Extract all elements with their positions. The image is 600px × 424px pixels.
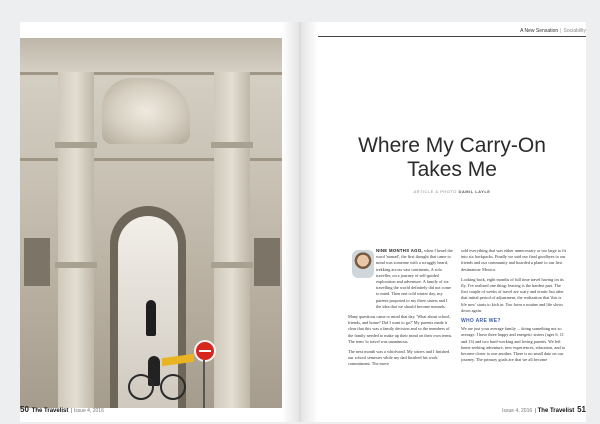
header-rule bbox=[318, 36, 586, 37]
left-footer: 50 The Travelist | Issue 4, 2016 bbox=[20, 405, 104, 414]
running-head: A New Sensation | Sociability bbox=[520, 28, 586, 34]
bicycle-wheel bbox=[128, 374, 154, 400]
paragraph-text: when I heard the word 'nomad', the first thought that came to mind was someone with a scraggly beard, trekking across vast continents. A solo traveller, on a journey of self-guided exploration and adventure. A family of six travelling the world definitely did not come to mind. Then one cold winter day, my parents proposed to my three sisters and I the idea that we should become nomads. bbox=[376, 248, 453, 309]
lion-relief bbox=[102, 78, 190, 144]
no-entry-sign bbox=[194, 340, 216, 362]
right-footer: Issue 4, 2016 | The Travelist 51 bbox=[502, 405, 586, 414]
photo-pillar bbox=[214, 72, 250, 408]
page-number: 50 bbox=[20, 405, 29, 414]
byline bbox=[318, 189, 586, 194]
paragraph: sold everything that was either unnecessary or too large to fit into six backpacks. Finally we said our final goodbyes to our friends and our community and boarded a plane to our first destination: Mexico. bbox=[461, 248, 566, 272]
left-page bbox=[20, 22, 282, 422]
byline-label: ARTICLE & PHOTO bbox=[413, 189, 457, 194]
bicycle-wheel bbox=[160, 374, 186, 400]
subheading: WHO ARE WE? bbox=[461, 318, 501, 325]
spine-gutter bbox=[282, 22, 318, 422]
title-line-2: Takes Me bbox=[407, 158, 497, 181]
footer-issue: Issue 4, 2016 bbox=[73, 408, 104, 414]
photo-window bbox=[24, 238, 50, 286]
running-head-section: Sociability bbox=[563, 28, 586, 34]
article-column-2 bbox=[461, 248, 566, 367]
paragraph: Many questions came to mind that day. 'What about school, friends, and home? Did I want to go?' My parents made it clear that this was a family decision and so the members of the family needed to make up their mind on their own terms. The term 'to travel was unanimous. bbox=[348, 314, 453, 344]
byline-author: DAMIL LAYLE bbox=[458, 189, 491, 194]
paragraph: The next month was a whirlwind. My sisters and I finished our school semester while my dad finished his work commitment. The move bbox=[348, 349, 450, 367]
title-line-1: Where My Carry-On bbox=[358, 134, 546, 157]
right-page bbox=[318, 22, 586, 422]
running-head-title: A New Sensation bbox=[520, 28, 559, 34]
page-number: 51 bbox=[577, 405, 586, 414]
photo-pillar bbox=[58, 72, 94, 408]
footer-brand: The Travelist bbox=[537, 408, 575, 414]
photo-window bbox=[254, 238, 280, 286]
footer-brand: The Travelist bbox=[31, 408, 69, 414]
photo-cornice bbox=[20, 38, 282, 72]
gate-photo bbox=[20, 38, 282, 408]
paragraph bbox=[348, 248, 453, 310]
lead-in: NINE MONTHS AGO, bbox=[376, 248, 423, 253]
paragraph: We are just your average family ... doing something not so average. I have three happy and energetic sisters (ages 6, 11 and 13) and two hard-working and loving parents. We left home seeking adventure, new experiences, education, and to become closer to one another. There is no small date on our journey. The primary goals are that we all become bbox=[461, 326, 566, 363]
paragraph: Looking back, eight months of full time travel having on its fly, I've realized one thing: leaving is the hardest part. The first couple of weeks of travel are scary and erratic but after that initial period of adjustment, the realization that 'this is life now' starts to kick in. You form a routine and life slows down again. bbox=[461, 276, 564, 313]
pedestrian bbox=[146, 300, 156, 336]
sign-pole bbox=[203, 360, 205, 408]
article-title bbox=[318, 134, 586, 182]
article-column-1 bbox=[348, 248, 453, 372]
footer-issue: Issue 4, 2016 bbox=[502, 408, 533, 414]
